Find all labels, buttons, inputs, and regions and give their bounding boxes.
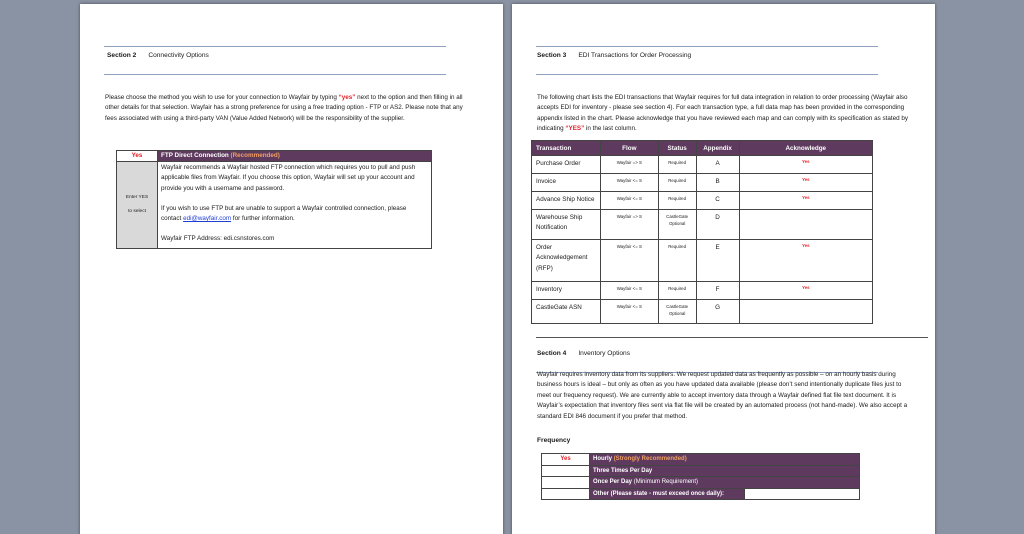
section-number: Section 4 <box>537 350 567 357</box>
section-title: Connectivity Options <box>148 52 209 59</box>
ftp-enter-yes-hint <box>117 162 158 249</box>
edi-email-link[interactable]: edi@wayfair.com <box>183 215 232 223</box>
transaction-cell: Invoice <box>532 174 601 192</box>
table-row <box>532 156 873 174</box>
transaction-cell: Inventory <box>532 282 601 300</box>
ftp-option-box <box>116 150 432 249</box>
status-cell: Required <box>658 282 696 300</box>
col-status: Status <box>658 141 696 156</box>
appendix-cell: E <box>696 240 739 282</box>
document-page-left <box>80 4 503 534</box>
table-row <box>532 300 873 324</box>
frequency-yes-cell[interactable] <box>542 477 590 489</box>
ftp-para-2-b: for further information. <box>231 215 295 223</box>
col-flow: Flow <box>600 141 658 156</box>
flow-cell: Wayfair <= S <box>600 282 658 300</box>
hint-line-2: to select <box>128 208 146 214</box>
frequency-yes-cell[interactable]: Yes <box>542 454 590 466</box>
intro-text-b: next to the option and then filling in all other details for that selection. Wayfair has a strong preference for using a free trading option - FTP or AS2. Please note that any fees associated with using a third-party VAN (Value Added Network) will be the responsibility of the supplier. <box>105 94 463 122</box>
frequency-row <box>542 488 860 500</box>
acknowledge-cell[interactable]: Yes <box>739 282 872 300</box>
ftp-para-2-a: If you wish to use FTP but are unable to support a Wayfair controlled connection, please contact <box>161 204 407 223</box>
section-3-rule-bottom <box>536 74 878 75</box>
status-cell: Required <box>658 156 696 174</box>
edi-intro-a: The following chart lists the EDI transactions that Wayfair requires for full data integration in relation to order processing (Wayfair also accepts EDI for inventory - please see section 4). For each transaction type, a full data map has been provided in the corresponding appendix listed in the chart. Please acknowledge that you have reviewed each map and can comply with its specification as stated by indicating <box>537 94 909 133</box>
appendix-cell: G <box>696 300 739 324</box>
flow-cell: Wayfair <= S <box>600 192 658 210</box>
frequency-row <box>542 465 860 477</box>
flow-cell: Wayfair <= S <box>600 240 658 282</box>
option-label: Three Times Per Day <box>593 467 653 474</box>
acknowledge-cell[interactable] <box>739 300 872 324</box>
section-title: Inventory Options <box>578 350 631 357</box>
frequency-options-table <box>541 453 860 500</box>
section-rule-bottom <box>104 74 446 75</box>
option-label: Other (Please state - must exceed once daily): <box>593 490 725 497</box>
transaction-cell: Order Acknowledgement (RFP) <box>532 240 601 282</box>
transaction-cell: Purchase Order <box>532 156 601 174</box>
ftp-option-title: FTP Direct Connection <box>161 152 229 159</box>
edi-intro <box>537 93 909 135</box>
section-4-rule-top <box>536 337 928 338</box>
option-note: (Strongly Recommended) <box>613 456 687 463</box>
frequency-option-other <box>590 488 745 500</box>
appendix-cell: A <box>696 156 739 174</box>
option-label: Once Per Day <box>593 479 633 486</box>
transaction-cell: Advance Ship Notice <box>532 192 601 210</box>
ftp-option-header <box>158 151 432 162</box>
col-appendix: Appendix <box>696 141 739 156</box>
option-label: Hourly <box>593 456 613 463</box>
inventory-description: Wayfair requires inventory data from its suppliers. We request updated data as frequently as possible – on an hourly basis during business hours is ideal – but only as often as you have updated data available (please don’t send intentionally duplicate files just to meet our frequency request). We are currently able to accept inventory data through a Wayfair defined flat file text document. It is Wayfair’s expectation that inventory files sent via flat file will be created by an automated process (not hand-made). We also accept a standard EDI 846 document if you prefer that method. <box>537 371 908 420</box>
frequency-yes-cell[interactable] <box>542 465 590 477</box>
frequency-label: Frequency <box>537 437 571 444</box>
edi-header-row <box>532 141 873 156</box>
section-3-rule-top <box>536 46 878 47</box>
acknowledge-cell[interactable]: Yes <box>739 240 872 282</box>
frequency-option-three-times <box>590 465 860 477</box>
frequency-option-once <box>590 477 860 489</box>
section-title: EDI Transactions for Order Processing <box>578 52 692 59</box>
section-number: Section 3 <box>537 52 567 59</box>
flow-cell: Wayfair => S <box>600 156 658 174</box>
appendix-cell: C <box>696 192 739 210</box>
col-transaction: Transaction <box>532 141 601 156</box>
flow-cell: Wayfair <= S <box>600 300 658 324</box>
table-row <box>532 192 873 210</box>
frequency-row <box>542 477 860 489</box>
section-number: Section 2 <box>107 52 137 59</box>
ftp-address: Wayfair FTP Address: edi.csnstores.com <box>161 235 275 243</box>
appendix-cell: B <box>696 174 739 192</box>
status-cell: CastleGate Optional <box>658 300 696 324</box>
transaction-cell: CastleGate ASN <box>532 300 601 324</box>
document-page-right <box>512 4 935 534</box>
acknowledge-cell[interactable] <box>739 210 872 240</box>
hint-line-1: Enter YES <box>125 194 149 200</box>
col-acknowledge: Acknowledge <box>739 141 872 156</box>
table-row <box>532 282 873 300</box>
appendix-cell: F <box>696 282 739 300</box>
edi-transactions-table <box>531 140 873 324</box>
section-4-heading <box>537 350 630 357</box>
status-cell: Required <box>658 192 696 210</box>
frequency-other-input[interactable] <box>745 488 860 500</box>
section-2-heading <box>107 52 209 59</box>
acknowledge-cell[interactable]: Yes <box>739 156 872 174</box>
ftp-option-details <box>158 162 432 249</box>
intro-text-a: Please choose the method you wish to use for your connection to Wayfair by typing <box>105 94 339 101</box>
frequency-option-hourly <box>590 454 860 466</box>
ftp-recommended-tag: (Recommended) <box>230 152 280 159</box>
ftp-yes-cell[interactable]: Yes <box>117 151 158 162</box>
status-cell: CastleGate Optional <box>658 210 696 240</box>
acknowledge-cell[interactable]: Yes <box>739 174 872 192</box>
ftp-para-1: Wayfair recommends a Wayfair hosted FTP connection which requires you to pull and push applicable files from Wayfair. If you choose this option, Wayfair will set up your account and provide you with a username and password. <box>161 164 416 192</box>
section-rule-top <box>104 46 446 47</box>
ftp-para-2 <box>161 204 427 225</box>
table-row <box>532 174 873 192</box>
acknowledge-cell[interactable]: Yes <box>739 192 872 210</box>
table-row <box>532 210 873 240</box>
edi-intro-b: in the last column. <box>584 125 637 133</box>
connectivity-intro <box>105 93 475 124</box>
flow-cell: Wayfair <= S <box>600 174 658 192</box>
option-note: (Minimum Requirement) <box>633 479 699 486</box>
yes-keyword: “yes” <box>338 94 356 101</box>
section-3-heading <box>537 52 691 59</box>
status-cell: Required <box>658 174 696 192</box>
transaction-cell: Warehouse Ship Notification <box>532 210 601 240</box>
table-row <box>532 240 873 282</box>
status-cell: Required <box>658 240 696 282</box>
frequency-row <box>542 454 860 466</box>
appendix-cell: D <box>696 210 739 240</box>
flow-cell: Wayfair => S <box>600 210 658 240</box>
yes-keyword: “YES” <box>565 125 585 133</box>
frequency-yes-cell[interactable] <box>542 488 590 500</box>
